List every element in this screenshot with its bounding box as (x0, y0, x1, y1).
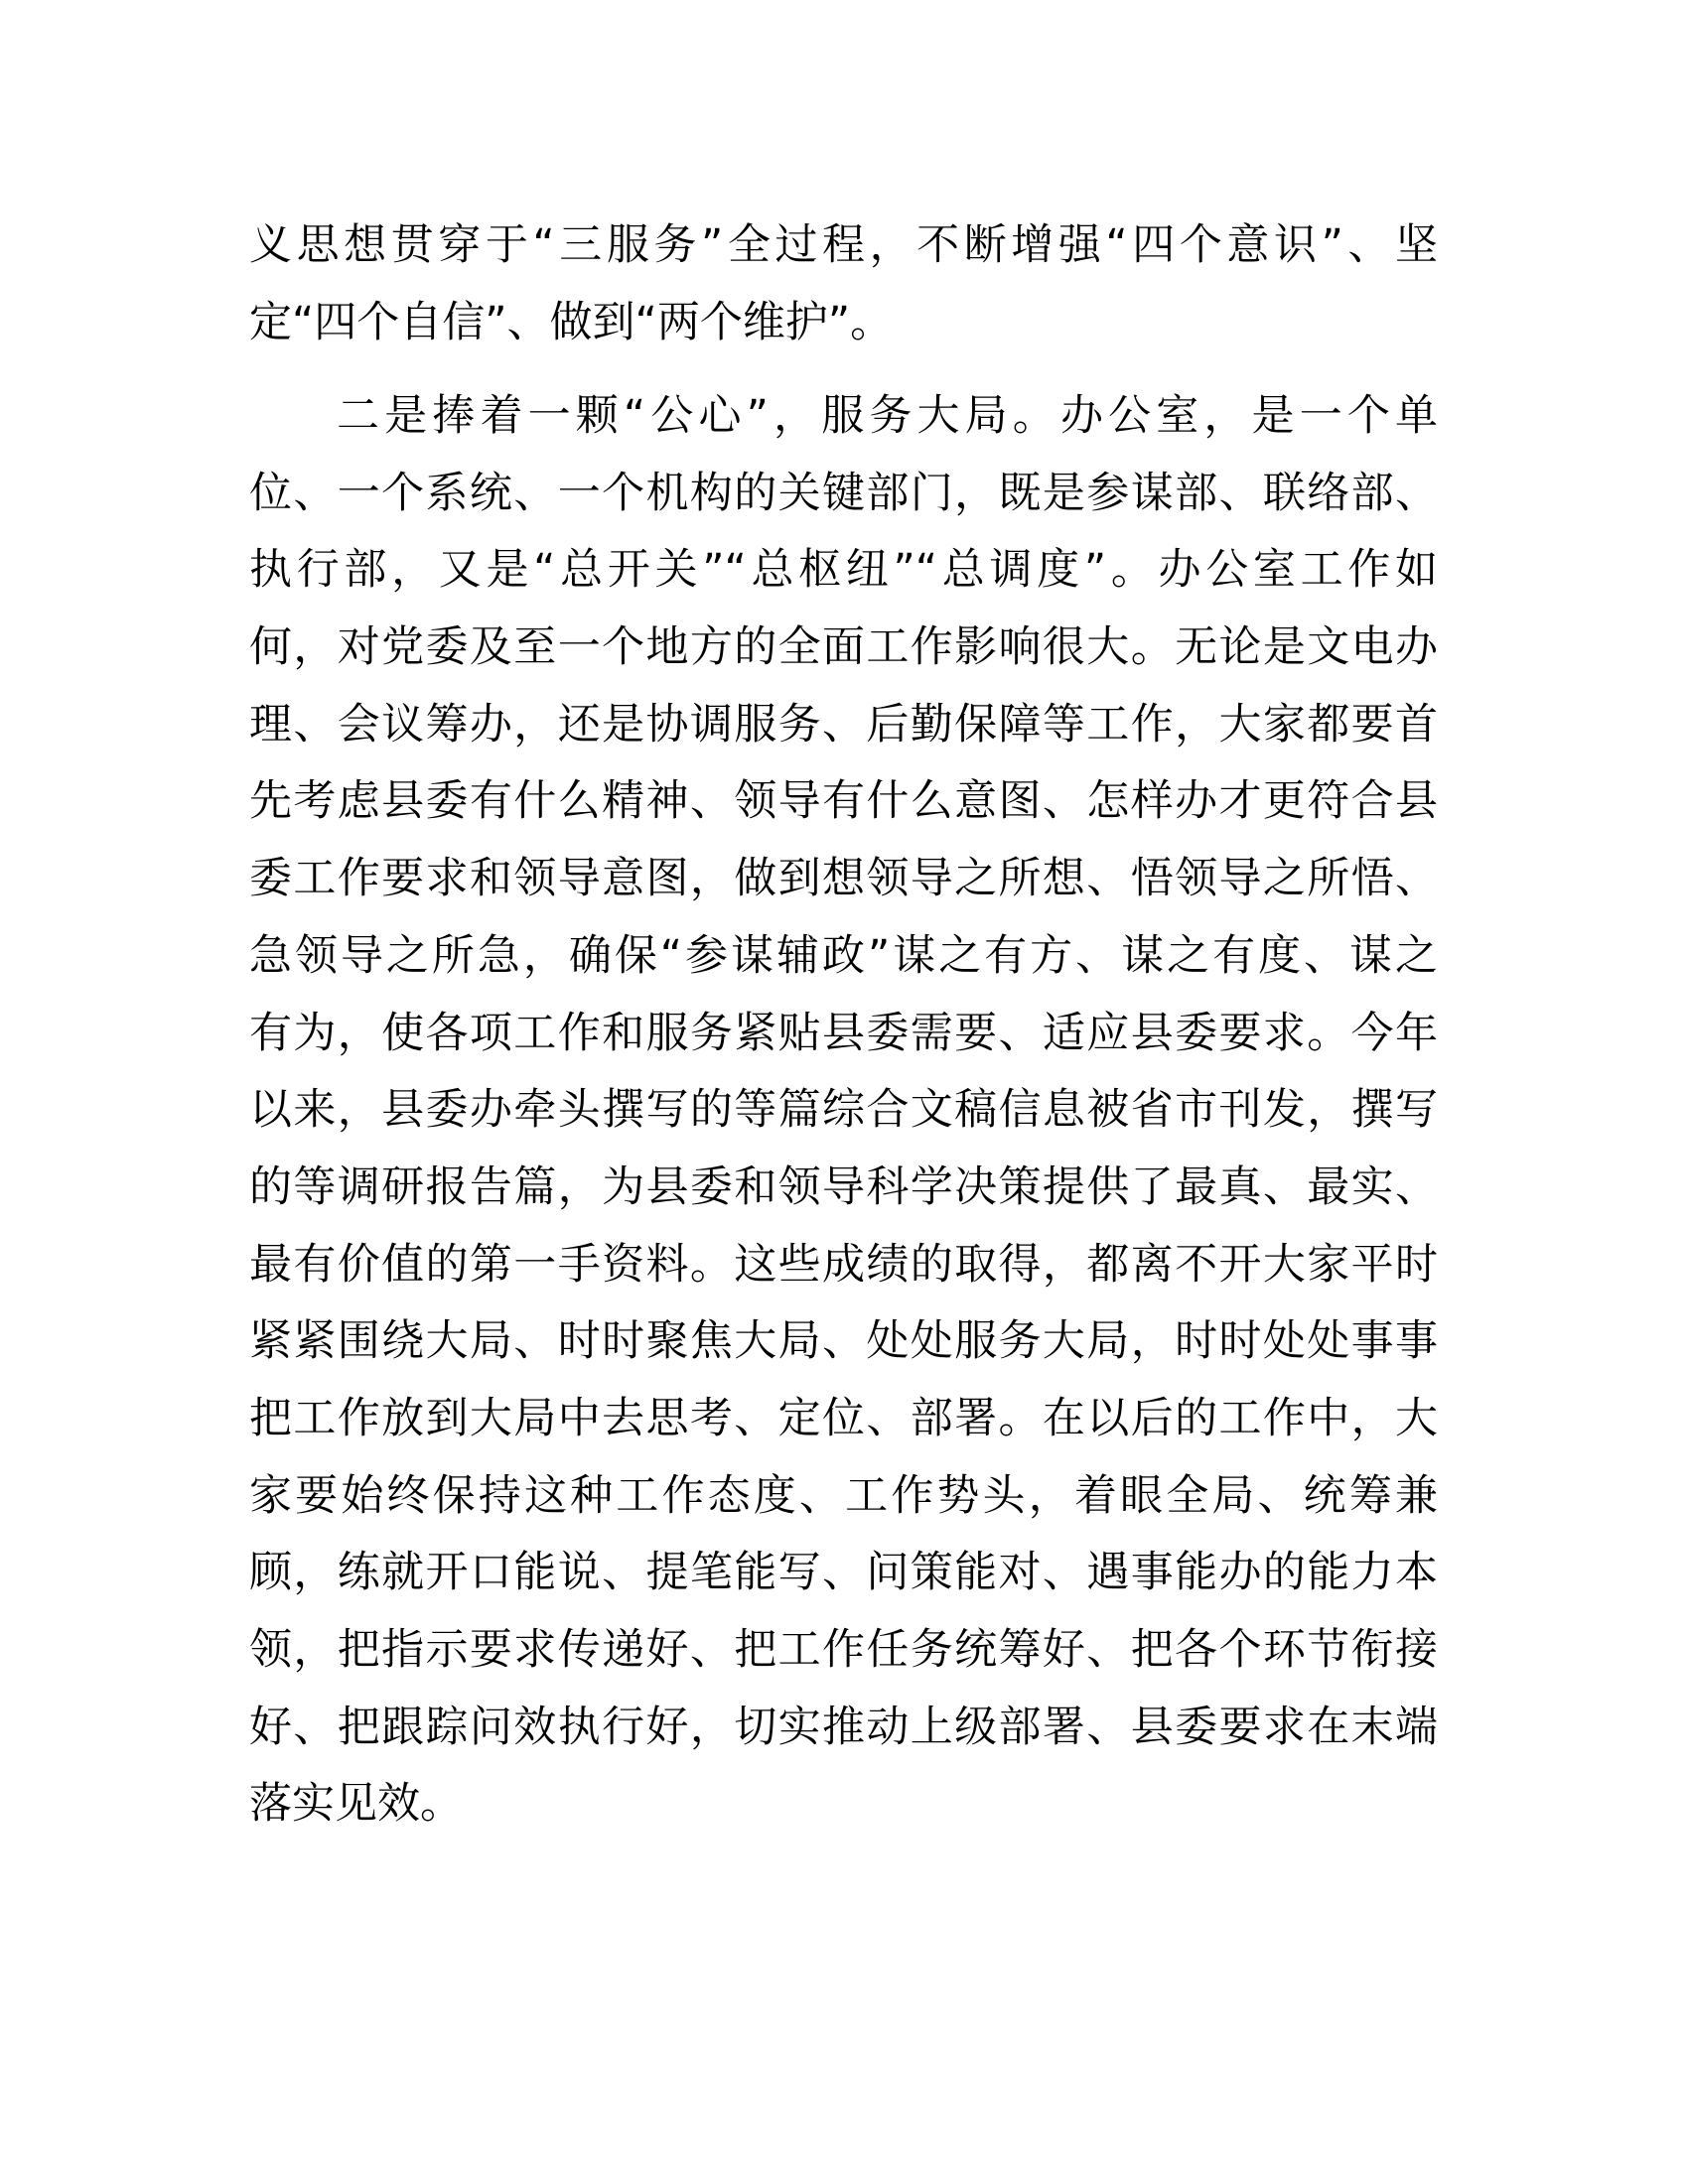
text-line: 先考虑县委有什么精神、领导有什么意图、怎样办才更符合县 (249, 776, 1438, 827)
text-line: 顾，练就开口能说、提笔能写、问策能对、遇事能办的能力本 (249, 1548, 1438, 1598)
text-line: 把工作放到大局中去思考、定位、部署。在以后的工作中，大 (249, 1393, 1438, 1443)
text-line: 领，把指示要求传递好、把工作任务统筹好、把各个环节衔接 (249, 1625, 1438, 1675)
text-line-last: 落实见效。 (249, 1779, 463, 1830)
text-line: 理、会议筹办，还是协调服务、后勤保障等工作，大家都要首 (249, 699, 1438, 750)
text-line: 何，对党委及至一个地方的全面工作影响很大。无论是文电办 (249, 622, 1438, 673)
text-line: 好、把跟踪问效执行好，切实推动上级部署、县委要求在末端 (249, 1702, 1438, 1752)
paragraph-serve-overall-situation (249, 378, 1438, 1843)
text-line: 的等调研报告篇，为县委和领导科学决策提供了最真、最实、 (249, 1161, 1438, 1212)
text-line: 以来，县委办牵头撰写的等篇综合文稿信息被省市刊发，撰写 (249, 1085, 1438, 1136)
text-line: 执行部，又是“总开关”“总枢纽”“总调度”。办公室工作如 (249, 545, 1438, 596)
text-line: 委工作要求和领导意图，做到想领导之所想、悟领导之所悟、 (249, 854, 1438, 904)
text-line: 有为，使各项工作和服务紧贴县委需要、适应县委要求。今年 (249, 1008, 1438, 1058)
paragraph-continuation (249, 207, 1438, 361)
text-line: 义思想贯穿于“三服务”全过程，不断增强“四个意识”、坚 (249, 220, 1438, 270)
text-line-first: 二是捧着一颗“公心”，服务大局。办公室，是一个单 (337, 391, 1438, 441)
text-line: 家要始终保持这种工作态度、工作势头，着眼全局、统筹兼 (249, 1470, 1438, 1521)
text-line: 定“四个自信”、做到“两个维护”。 (249, 297, 894, 347)
text-line: 最有价值的第一手资料。这些成绩的取得，都离不开大家平时 (249, 1239, 1438, 1290)
text-line: 紧紧围绕大局、时时聚焦大局、处处服务大局，时时处处事事 (249, 1316, 1438, 1367)
text-line: 急领导之所急，确保“参谋辅政”谋之有方、谋之有度、谋之 (249, 930, 1438, 981)
text-line: 位、一个系统、一个机构的关键部门，既是参谋部、联络部、 (249, 468, 1438, 518)
